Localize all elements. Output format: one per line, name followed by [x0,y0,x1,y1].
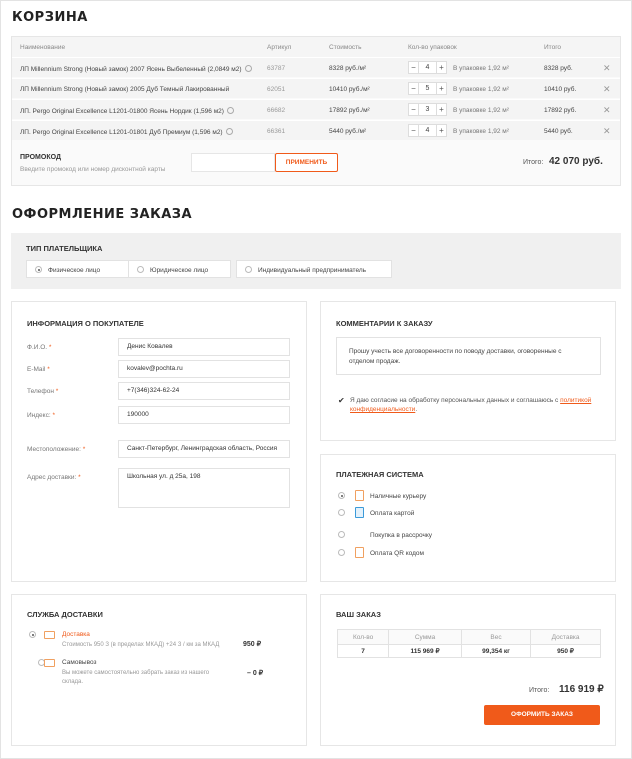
delivery-panel [11,594,307,746]
minus-button[interactable]: − [408,124,419,137]
col-name: Наименование [20,44,66,51]
radio-icon[interactable] [338,531,345,538]
order-col-qty: Кол-во [338,630,389,645]
product-price: 10410 руб./м² [329,86,370,93]
minus-button[interactable]: − [408,103,419,116]
remove-icon[interactable]: ✕ [603,105,611,115]
minus-button[interactable]: − [408,82,419,95]
comment-textarea[interactable]: Прошу учесть все договоренности по поводу доставки, оговоренные с отделом продаж. [336,337,601,375]
plus-button[interactable]: + [436,103,447,116]
field-label: Местоположение: * [27,446,86,453]
apply-promo-button[interactable]: ПРИМЕНИТЬ [275,153,338,172]
order-delivery: 950 ₽ [531,645,601,658]
email-field[interactable]: kovalev@pochta.ru [118,360,290,378]
product-price: 5440 руб./м² [329,128,367,135]
col-total: Итого [544,44,562,51]
order-col-weight: Вес [461,630,530,645]
zoom-icon[interactable] [227,107,234,114]
table-row [12,57,620,77]
radio-icon[interactable] [338,492,345,499]
order-summary-table [337,629,601,658]
product-name[interactable]: ЛП. Pergo Original Excellence L1201-01801 Дуб Премиум (1,596 м2) [20,129,223,136]
field-label: E-Mail * [27,366,50,373]
payment-option-card[interactable]: Оплата картой [338,507,414,518]
name-field[interactable]: Денис Ковалев [118,338,290,356]
payer-option-label: Индивидуальный предприниматель [258,267,367,274]
delivery-price: – 0 ₽ [247,670,264,677]
remove-icon[interactable]: ✕ [603,84,611,94]
remove-icon[interactable]: ✕ [603,126,611,136]
radio-icon[interactable] [338,509,345,516]
payer-option-label: Юридическое лицо [150,267,209,274]
privacy-policy-link[interactable]: политикой конфиденциальности [350,397,592,413]
order-sum: 115 969 ₽ [389,645,462,658]
field-label: Адрес доставки: * [27,474,81,481]
payer-option-entrepreneur[interactable] [236,260,392,278]
order-col-sum: Сумма [389,630,462,645]
product-name[interactable]: ЛП Millennium Strong (Новый замок) 2007 Ясень Выбеленный (2,0849 м2) [20,66,242,73]
delivery-option-courier[interactable]: Доставка [62,631,90,638]
radio-icon[interactable] [29,631,36,638]
quantity-stepper[interactable] [408,124,447,137]
cart-title: КОРЗИНА [12,10,88,25]
product-price: 8328 руб./м² [329,65,367,72]
comments-title: КОММЕНТАРИИ К ЗАКАЗУ [336,319,433,328]
zip-field[interactable]: 190000 [118,406,290,424]
col-price: Стоимость [329,44,362,51]
table-row [12,120,620,140]
delivery-desc: Стоимость 950 З (в пределах МКАД) +24 З / км за МКАД [62,642,220,648]
payment-option-installment[interactable]: Покупка в рассрочку [338,529,432,540]
product-article: 63787 [267,65,286,72]
comments-panel [320,301,616,441]
delivery-desc: Вы можете самостоятельно забрать заказ из нашего склада. [62,670,210,685]
product-article: 66682 [267,107,286,114]
pack-size: В упаковке 1,92 м² [453,107,509,114]
cart-table-header [12,37,620,57]
cart-total-label: Итого: [523,159,544,166]
promo-label: ПРОМОКОД [20,154,61,161]
cart-table [11,36,621,186]
quantity-stepper[interactable] [408,82,447,95]
col-qty: Кол-во упаковок [408,44,457,51]
cart-total-value: 42 070 руб. [549,156,603,167]
quantity-input[interactable]: 5 [419,82,436,95]
row-total: 8328 руб. [544,65,573,72]
product-name[interactable]: ЛП Millennium Strong (Новый замок) 2005 Дуб Темный Лакированный [20,86,230,93]
order-total-label: Итого: [529,687,550,694]
delivery-price: 950 ₽ [243,641,262,648]
quantity-input[interactable]: 4 [419,61,436,74]
buyer-info-panel [11,301,307,582]
pack-size: В упаковке 1,92 м² [453,65,509,72]
quantity-input[interactable]: 4 [419,124,436,137]
order-total-value: 116 919 ₽ [559,684,604,695]
phone-field[interactable]: +7(346)324-62-24 [118,382,290,400]
delivery-option-pickup[interactable]: Самовывоз [62,659,97,666]
order-title: ВАШ ЗАКАЗ [336,610,381,619]
product-name[interactable]: ЛП. Pergo Original Excellence L1201-01800 Ясень Нордик (1,596 м2) [20,108,224,115]
plus-button[interactable]: + [436,61,447,74]
product-article: 62051 [267,86,286,93]
pack-size: В упаковке 1,92 м² [453,128,509,135]
zoom-icon[interactable] [245,65,252,72]
promo-input[interactable] [191,153,275,172]
quantity-input[interactable]: 3 [419,103,436,116]
quantity-stepper[interactable] [408,61,447,74]
minus-button[interactable]: − [408,61,419,74]
document-icon [355,547,364,558]
promo-hint: Введите промокод или номер дисконтной карты [20,166,166,173]
row-total: 10410 руб. [544,86,577,93]
radio-icon[interactable] [137,266,144,273]
radio-icon[interactable] [338,549,345,556]
address-field[interactable]: Школьная ул. д 25а, 198 [118,468,290,508]
row-total: 17892 руб. [544,107,577,114]
location-field[interactable]: Санкт-Петербург, Ленинградская область, Россия [118,440,290,458]
order-qty: 7 [338,645,389,658]
product-article: 66361 [267,128,286,135]
col-article: Артикул [267,44,292,51]
quantity-stepper[interactable] [408,103,447,116]
field-label: Телефон * [27,388,59,395]
payment-option-cash[interactable]: Наличные курьеру [338,490,426,501]
consent-checkbox[interactable]: ✔ [338,396,345,405]
calendar-icon [355,490,364,501]
plus-button[interactable]: + [436,82,447,95]
order-weight: 99,354 кг [461,645,530,658]
radio-icon[interactable] [245,266,252,273]
order-summary-panel [320,594,616,746]
buyer-info-title: ИНФОРМАЦИЯ О ПОКУПАТЕЛЕ [27,319,144,328]
order-col-delivery: Доставка [531,630,601,645]
payment-panel [320,454,616,582]
pack-size: В упаковке 1,92 м² [453,86,509,93]
payer-option-label: Физическое лицо [48,267,101,274]
payer-option-legal[interactable] [128,260,231,278]
pickup-icon [44,659,55,667]
payer-type-title: ТИП ПЛАТЕЛЬЩИКА [26,244,103,253]
truck-icon [44,631,55,639]
payer-type-panel [11,233,621,289]
checkout-title: ОФОРМЛЕНИЕ ЗАКАЗА [12,207,193,222]
field-label: Индекс: * [27,412,55,419]
card-icon [355,507,364,518]
installment-icon [355,529,364,540]
row-total: 5440 руб. [544,128,573,135]
zoom-icon[interactable] [226,128,233,135]
payment-title: ПЛАТЕЖНАЯ СИСТЕМА [336,470,424,479]
table-row [12,99,620,119]
radio-icon[interactable] [35,266,42,273]
field-label: Ф.И.О. * [27,344,52,351]
product-price: 17892 руб./м² [329,107,370,114]
consent-text: Я даю согласие на обработку персональных данных и соглашаюсь с политикой конфиденциальности. [350,397,592,413]
payer-option-individual[interactable] [26,260,134,278]
payment-option-qr[interactable]: Оплата QR кодом [338,547,424,558]
plus-button[interactable]: + [436,124,447,137]
table-row [12,78,620,98]
place-order-button[interactable]: ОФОРМИТЬ ЗАКАЗ [484,705,600,725]
remove-icon[interactable]: ✕ [603,63,611,73]
delivery-title: СЛУЖБА ДОСТАВКИ [27,610,103,619]
